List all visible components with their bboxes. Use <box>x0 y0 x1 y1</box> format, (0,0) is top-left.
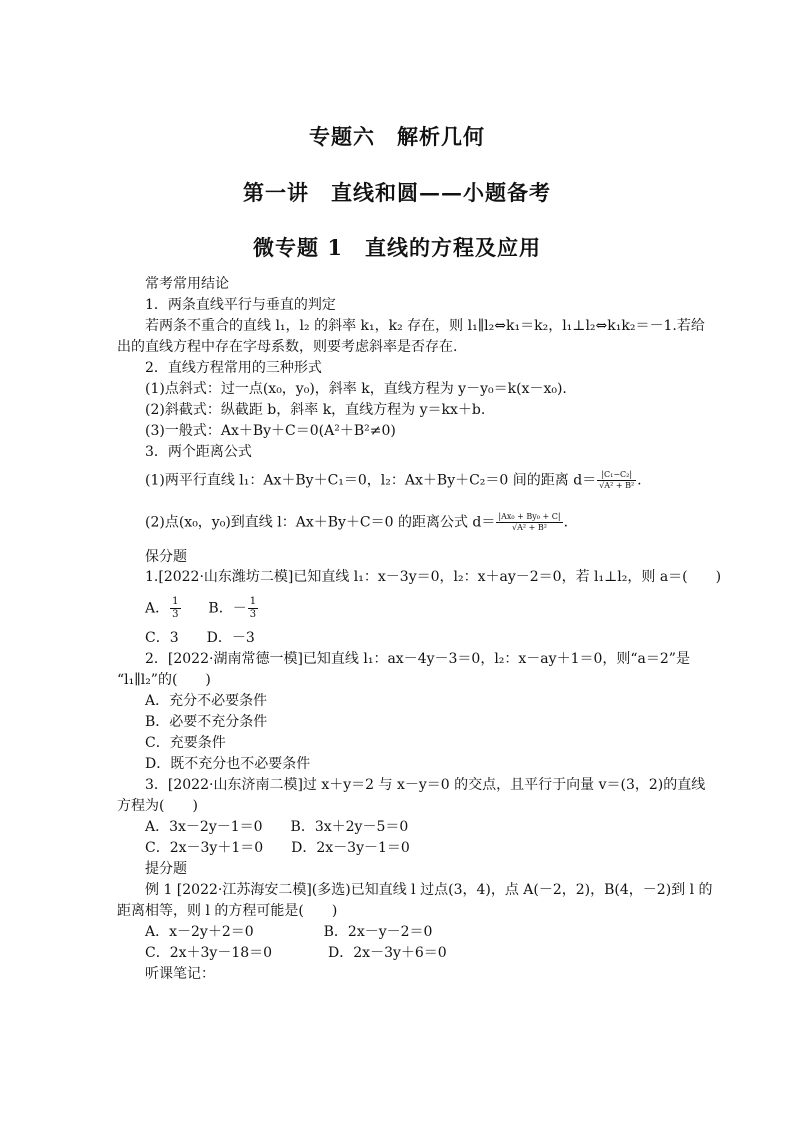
fraction-denominator: 3 <box>172 609 179 620</box>
conclusion3-item2: (2)点(x₀，y₀)到直线 l：Ax＋By＋C＝0 的距离公式 d＝ $\frac{\text{|Ax₀ + By₀ + C|}}{\text{√A² + B²}}$ . <box>145 512 569 532</box>
q2-option-d: D．既不充分也不必要条件 <box>145 756 311 772</box>
q3-options-cd: C．2x－3y＋1＝0 D．2x－3y－1＝0 <box>145 840 410 856</box>
example1-stem: 例 1 [2022·江苏海安二模](多选)已知直线 l 过点(3，4)，点 A(－2，2)，B(4，－2)到 l 的 <box>145 882 713 898</box>
example1-options-cd: C．2x＋3y－18＝0 D．2x－3y＋6＝0 <box>145 945 447 961</box>
conclusion2-item1: (1)点斜式：过一点(x₀，y₀)，斜率 k，直线方程为 y－y₀＝k(x－x₀). <box>145 381 567 397</box>
conclusion3-heading: 3．两个距离公式 <box>145 444 252 460</box>
conclusion2-item2: (2)斜截式：纵截距 b，斜率 k，直线方程为 y＝kx＋b. <box>145 402 486 418</box>
conclusion1-text-b: 出的直线方程中存在字母系数，则要考虑斜率是否存在. <box>117 339 458 355</box>
example1-stem-2: 距离相等，则 l 的方程可能是( ) <box>117 903 338 919</box>
q2-stem: 2．[2022·湖南常德一模]已知直线 l₁：ax－4y－3＝0，l₂：x－ay＋1＝0，则“a＝2”是 <box>145 651 690 667</box>
topic-title: 专题六 解析几何 <box>309 124 485 149</box>
conclusion2-item3: (3)一般式：Ax＋By＋C＝0(A²＋B²≠0) <box>145 423 396 439</box>
conclusion2-heading: 2．直线方程常用的三种形式 <box>145 360 322 376</box>
conclusion3-item1-text: (1)两平行直线 l₁：Ax＋By＋C₁＝0，l₂：Ax＋By＋C₂＝0 间的距离 d＝ <box>145 472 597 489</box>
fraction-denominator: √A² + B² <box>599 481 635 490</box>
conclusion1-heading: 1．两条直线平行与垂直的判定 <box>145 297 336 313</box>
q1-option-a-fraction <box>170 596 180 621</box>
section-advanced: 提分题 <box>145 861 187 877</box>
section-conclusions: 常考常用结论 <box>145 276 229 292</box>
q1-option-a-label: A． <box>145 600 170 617</box>
fraction-numerator: |C₁−C₂| <box>597 470 636 481</box>
notes-label: 听课笔记： <box>145 966 215 982</box>
q1-options-ab <box>145 596 259 621</box>
section-basic: 保分题 <box>145 549 187 565</box>
fraction-denominator: 3 <box>249 609 257 620</box>
fraction-numerator: |Ax₀ + By₀ + C| <box>498 512 561 521</box>
q2-stem-2: “l₁∥l₂”的( ) <box>117 672 211 688</box>
distance-formula-fraction-2 <box>496 512 562 533</box>
q2-option-a: A．充分不必要条件 <box>145 693 268 709</box>
distance-formula-fraction-1 <box>597 470 636 491</box>
fraction-numerator: 1 <box>172 596 179 607</box>
conclusion3-item2-text: (2)点(x₀，y₀)到直线 l：Ax＋By＋C＝0 的距离公式 d＝ <box>145 514 496 531</box>
q3-stem-2: 方程为( ) <box>117 798 198 814</box>
conclusion1-text-a: 若两条不重合的直线 l₁，l₂ 的斜率 k₁，k₂ 存在，则 l₁∥l₂⇔k₁＝k₂，l₁⊥l₂⇔k₁k₂＝－1.若给 <box>145 318 705 334</box>
q1-option-b-label: B．－ <box>208 600 247 617</box>
conclusion3-item1: (1)两平行直线 l₁：Ax＋By＋C₁＝0，l₂：Ax＋By＋C₂＝0 间的距离 d＝ $\frac{\text{|C₁−C₂|}}{\text{√A² + B²}}$ . <box>145 470 642 490</box>
q1-options-cd: C．3 D．－3 <box>145 630 255 646</box>
lecture-title: 第一讲 直线和圆——小题备考 <box>243 180 551 205</box>
q3-options-ab: A．3x－2y－1＝0 B．3x＋2y－5＝0 <box>145 819 409 835</box>
fraction-denominator: √A² + B² <box>512 523 547 532</box>
q2-option-c: C．充要条件 <box>145 735 226 751</box>
q2-option-b: B．必要不充分条件 <box>145 714 268 730</box>
fraction-numerator: 1 <box>249 596 257 607</box>
q3-stem: 3．[2022·山东济南二模]过 x＋y＝2 与 x－y＝0 的交点，且平行于向量 v＝(3，2)的直线 <box>145 777 706 793</box>
q1-stem: 1.[2022·山东潍坊二模]已知直线 l₁：x－3y＝0，l₂：x＋ay－2＝0，若 l₁⊥l₂，则 a＝( ) <box>145 569 722 585</box>
example1-options-ab: A．x－2y＋2＝0 B．2x－y－2＝0 <box>145 924 433 940</box>
micro-topic-title: 微专题 1 直线的方程及应用 <box>253 235 541 260</box>
q1-option-b-fraction <box>248 596 258 621</box>
